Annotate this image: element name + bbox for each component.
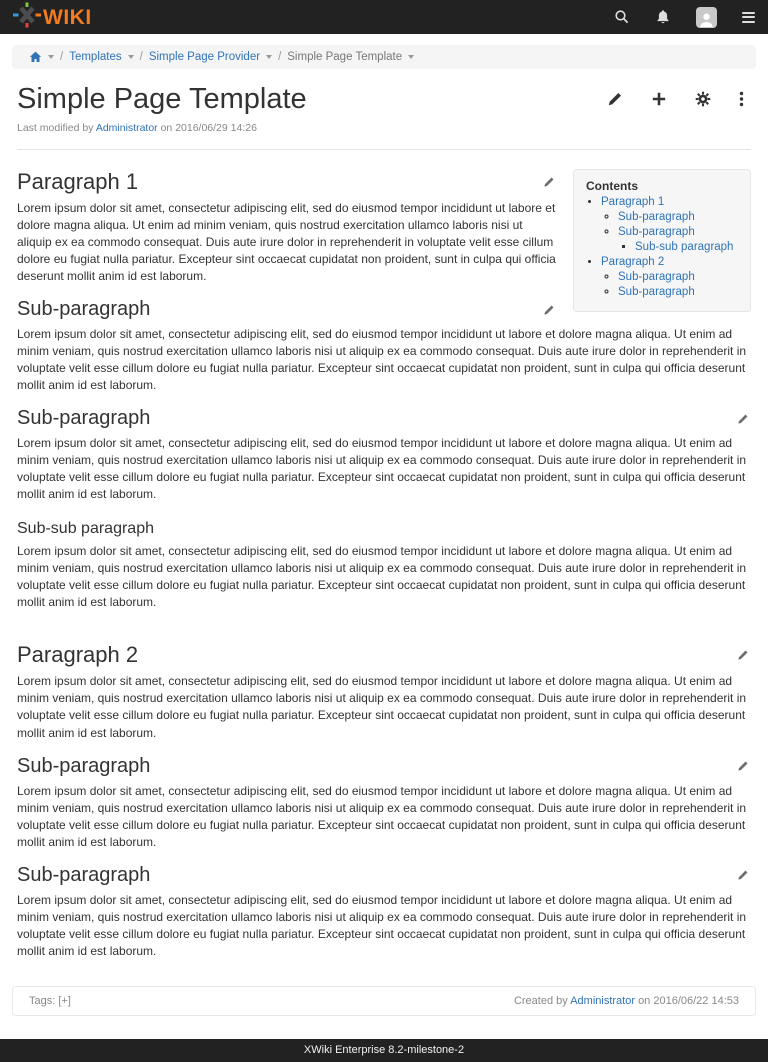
- version-text: XWiki Enterprise 8.2-milestone-2: [303, 1043, 465, 1056]
- edit-section-icon[interactable]: [543, 304, 557, 316]
- section-heading-text: Sub-paragraph: [17, 407, 151, 430]
- last-modified-user-link[interactable]: Administrator: [95, 121, 158, 134]
- section-heading-text: Sub-paragraph: [17, 298, 151, 321]
- avatar-icon[interactable]: [696, 7, 717, 28]
- doc-actions: [607, 84, 751, 107]
- xwiki-logo[interactable]: [13, 2, 92, 33]
- breadcrumb-separator: /: [278, 51, 282, 63]
- toc-link-paragraph-2[interactable]: Paragraph 2: [601, 255, 665, 268]
- breadcrumb-item-current: Simple Page Template: [287, 51, 403, 63]
- top-navbar: [0, 0, 768, 34]
- tags-area: [29, 995, 71, 1007]
- toc-item: [618, 271, 744, 283]
- section-heading: [17, 298, 557, 321]
- toc-item: [635, 241, 744, 253]
- edit-icon[interactable]: [607, 91, 623, 107]
- section-body: Lorem ipsum dolor sit amet, consectetur adipiscing elit, sed do eiusmod tempor incididunt ut labore et dolore magna aliqua. Ut enim ad minim veniam, quis nostrud exercitation ullamco laboris nisi ut aliquip ex ea commodo consequat. Duis aute irure dolor in reprehenderit in voluptate velit esse cillum dolore eu fugiat nulla pariatur. Excepteur sint occaecat cupidatat non proident, sunt in culpa qui officia deserunt mollit anim id est laborum.: [17, 783, 747, 849]
- section-heading: [17, 864, 751, 887]
- breadcrumb-item-simple-page-provider[interactable]: Simple Page Provider: [148, 51, 261, 63]
- breadcrumb-item-templates[interactable]: Templates: [69, 51, 122, 63]
- section-body: Lorem ipsum dolor sit amet, consectetur adipiscing elit, sed do eiusmod tempor incididunt ut labore et dolore magna aliqua. Ut enim ad minim veniam, quis nostrud exercitation ullamco laboris nisi ut aliquip ex ea commodo consequat. Duis aute irure dolor in reprehenderit in voluptate velit esse cillum dolore eu fugiat nulla pariatur. Excepteur sint occaecat cupidatat non proident, sunt in culpa qui officia deserunt mollit anim id est laborum.: [17, 544, 747, 610]
- navbar-actions: [614, 7, 755, 28]
- created-prefix: Created by: [513, 994, 568, 1007]
- breadcrumb: [12, 45, 756, 69]
- more-actions-icon[interactable]: [739, 91, 744, 107]
- section-sub-paragraph-2: [17, 407, 751, 503]
- section-body: Lorem ipsum dolor sit amet, consectetur adipiscing elit, sed do eiusmod tempor incididunt ut labore et dolore magna aliqua. Ut enim ad minim veniam, quis nostrud exercitation ullamco laboris nisi ut aliquip ex ea commodo consequat. Duis aute irure dolor in reprehenderit in voluptate velit esse cillum dolore eu fugiat nulla pariatur. Excepteur sint occaecat cupidatat non proident, sunt in culpa qui officia deserunt mollit anim id est laborum.: [17, 200, 556, 284]
- section-heading-text: Sub-sub paragraph: [17, 520, 154, 538]
- chevron-down-icon[interactable]: [408, 55, 414, 59]
- document-content: [0, 150, 768, 960]
- breadcrumb-separator: /: [60, 51, 64, 63]
- search-icon[interactable]: [614, 9, 630, 25]
- toc-link-sub-paragraph[interactable]: Sub-paragraph: [618, 270, 695, 283]
- section-heading: [17, 520, 751, 538]
- last-modified-prefix: Last modified by: [17, 121, 94, 134]
- section-body: Lorem ipsum dolor sit amet, consectetur adipiscing elit, sed do eiusmod tempor incididunt ut labore et dolore magna aliqua. Ut enim ad minim veniam, quis nostrud exercitation ullamco laboris nisi ut aliquip ex ea commodo consequat. Duis aute irure dolor in reprehenderit in voluptate velit esse cillum dolore eu fugiat nulla pariatur. Excepteur sint occaecat cupidatat non proident, sunt in culpa qui officia deserunt mollit anim id est laborum.: [17, 892, 747, 958]
- section-sub-paragraph-1: [17, 298, 751, 394]
- breadcrumb-separator: /: [139, 51, 143, 63]
- tags-label: Tags:: [29, 994, 56, 1007]
- toc-item: [601, 256, 744, 298]
- section-sub-paragraph-3: [17, 755, 751, 851]
- section-body: Lorem ipsum dolor sit amet, consectetur adipiscing elit, sed do eiusmod tempor incididunt ut labore et dolore magna aliqua. Ut enim ad minim veniam, quis nostrud exercitation ullamco laboris nisi ut aliquip ex ea commodo consequat. Duis aute irure dolor in reprehenderit in voluptate velit esse cillum dolore eu fugiat nulla pariatur. Excepteur sint occaecat cupidatat non proident, sunt in culpa qui officia deserunt mollit anim id est laborum.: [17, 327, 747, 393]
- section-sub-paragraph-4: [17, 864, 751, 960]
- section-sub-sub-paragraph: [17, 520, 751, 611]
- section-body: Lorem ipsum dolor sit amet, consectetur adipiscing elit, sed do eiusmod tempor incididunt ut labore et dolore magna aliqua. Ut enim ad minim veniam, quis nostrud exercitation ullamco laboris nisi ut aliquip ex ea commodo consequat. Duis aute irure dolor in reprehenderit in voluptate velit esse cillum dolore eu fugiat nulla pariatur. Excepteur sint occaecat cupidatat non proident, sunt in culpa qui officia deserunt mollit anim id est laborum.: [17, 436, 747, 502]
- edit-section-icon[interactable]: [737, 869, 751, 881]
- add-icon[interactable]: [651, 91, 667, 107]
- section-paragraph-2: [17, 642, 751, 741]
- contents-title: Contents: [586, 178, 638, 193]
- created-user-link[interactable]: Administrator: [570, 994, 635, 1007]
- toc-item: [618, 211, 744, 223]
- toc-link-sub-paragraph[interactable]: Sub-paragraph: [618, 225, 695, 238]
- section-heading-text: Sub-paragraph: [17, 754, 151, 777]
- chevron-down-icon[interactable]: [128, 55, 134, 59]
- contents-panel: [573, 169, 751, 312]
- toc-link-paragraph-1[interactable]: Paragraph 1: [601, 195, 665, 208]
- toc-link-sub-paragraph[interactable]: Sub-paragraph: [618, 210, 695, 223]
- section-heading: [17, 642, 751, 668]
- contents-list: [584, 196, 744, 298]
- section-heading-text: Sub-paragraph: [17, 863, 151, 886]
- bell-icon[interactable]: [655, 9, 671, 25]
- page-title: Simple Page Template: [17, 83, 307, 115]
- chevron-down-icon[interactable]: [48, 55, 54, 59]
- created-date: on 2016/06/22 14:53: [638, 994, 739, 1007]
- add-tag-button[interactable]: [+]: [58, 994, 71, 1007]
- doc-footer: [12, 986, 756, 1016]
- xwiki-logo-text: WIKI: [43, 5, 92, 29]
- edit-section-icon[interactable]: [737, 413, 751, 425]
- toc-item: [618, 226, 744, 253]
- section-heading: [17, 755, 751, 778]
- edit-section-icon[interactable]: [737, 760, 751, 772]
- section-heading: [17, 169, 557, 195]
- section-body: Lorem ipsum dolor sit amet, consectetur adipiscing elit, sed do eiusmod tempor incididunt ut labore et dolore magna aliqua. Ut enim ad minim veniam, quis nostrud exercitation ullamco laboris nisi ut aliquip ex ea commodo consequat. Duis aute irure dolor in reprehenderit in voluptate velit esse cillum dolore eu fugiat nulla pariatur. Excepteur sint occaecat cupidatat non proident, sunt in culpa qui officia deserunt mollit anim id est laborum.: [17, 674, 747, 740]
- breadcrumb-home-icon[interactable]: [29, 51, 42, 63]
- toc-item: [601, 196, 744, 253]
- created-info: [514, 995, 739, 1007]
- page-header: [0, 84, 768, 150]
- toc-link-sub-sub-paragraph[interactable]: Sub-sub paragraph: [635, 240, 734, 253]
- toc-item: [618, 286, 744, 298]
- toc-link-sub-paragraph[interactable]: Sub-paragraph: [618, 285, 695, 298]
- gear-icon[interactable]: [695, 91, 711, 107]
- section-heading: [17, 407, 751, 430]
- last-modified: [17, 122, 751, 134]
- section-heading-text: Paragraph 1: [17, 168, 139, 194]
- chevron-down-icon[interactable]: [266, 55, 272, 59]
- edit-section-icon[interactable]: [543, 176, 557, 188]
- menu-icon[interactable]: [742, 12, 755, 23]
- last-modified-date: on 2016/06/29 14:26: [160, 121, 257, 134]
- xwiki-logo-x-icon: [13, 2, 41, 33]
- edit-section-icon[interactable]: [737, 649, 751, 661]
- version-bar: [0, 1039, 768, 1062]
- section-heading-text: Paragraph 2: [17, 642, 139, 668]
